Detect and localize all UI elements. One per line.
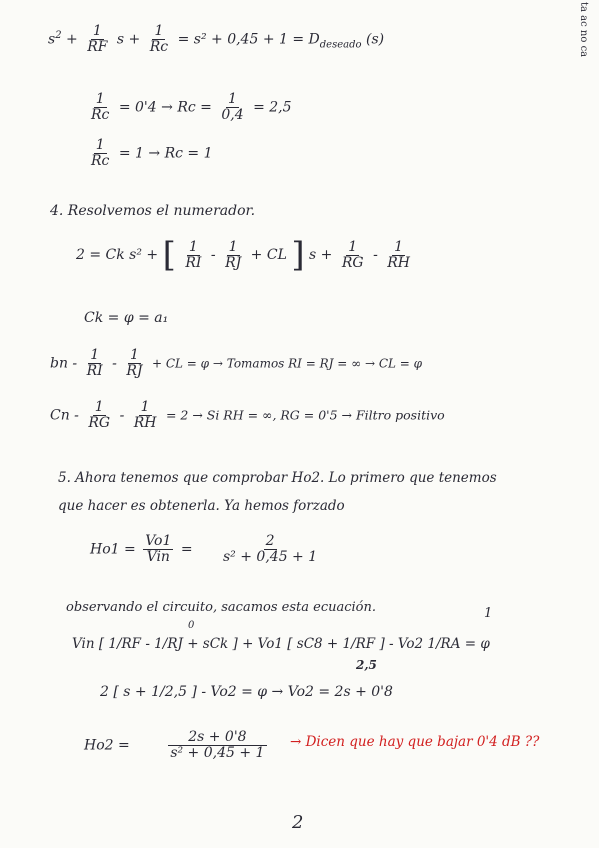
section-4-heading: 4. Resolvemos el numerador.: [50, 203, 256, 219]
equation-rc-one: $\frac{1}{Rc}$ = 1 → Rc = 1: [91, 137, 213, 169]
fraction: $\frac{1}{0,4}$: [221, 91, 244, 123]
fraction: $\frac{2s + 0'8}{\text{s² + 0,45 + 1}}$: [168, 730, 266, 761]
fraction: $\frac{1}{RG}$: [88, 399, 111, 431]
equation-bn: bn - $\frac{1}{RI}$ - $\frac{1}{RJ}$ + CL = φ → Tomamos RI = RJ = ∞ → CL = φ: [50, 347, 423, 379]
equation-ho2: Ho2 = $\frac{2s + 0'8}{\text{s² + 0,45 + 1}}$: [84, 730, 270, 761]
fraction: $\frac{1}{Rc}$: [91, 91, 110, 123]
fraction: $\frac{1}{RJ}$: [126, 347, 143, 379]
section-5-line-2: que hacer es obtenerla. Ya hemos forzado: [58, 498, 345, 514]
fraction: $\frac{1}{RF}$: [87, 23, 108, 55]
fraction: $\frac{1}{Rc}$: [149, 23, 169, 55]
page-number: 2: [292, 812, 304, 833]
margin-note-text: ta ac no ca: [578, 2, 589, 58]
equation-ck: Ck = φ = a₁: [84, 310, 169, 326]
question-note: → Dicen que hay que bajar 0'4 dB ??: [290, 734, 540, 750]
bracket-left: [: [162, 235, 176, 275]
fraction: $\frac{1}{RI}$: [86, 347, 103, 379]
circuit-note-rf: 2,5: [356, 658, 377, 672]
fraction: $\frac{1}{RG}$: [341, 238, 364, 271]
fraction: $\frac{Vo1}{\text{Vin}}$: [145, 533, 172, 565]
fraction: $\frac{1}{RH}$: [133, 399, 157, 431]
equation-cn: Cn - $\frac{1}{RG}$ - $\frac{1}{RH}$ = 2 → Si RH = ∞, RG = 0'5 → Filtro positivo: [50, 399, 445, 431]
fraction: $\frac{1}{RI}$: [185, 238, 202, 271]
circuit-note-one: 1: [484, 606, 493, 621]
equation-vo2: 2 [ s + 1/2,5 ] - Vo2 = φ → Vo2 = 2s + 0'8: [100, 684, 393, 700]
equation-ho1: Ho1 = $\frac{Vo1}{\text{Vin}}$ = $\frac{2}{\text{s² + 0,45 + 1}}$: [90, 533, 318, 565]
bracket-right: ]: [291, 235, 305, 275]
fraction: $\frac{1}{RJ}$: [225, 238, 242, 271]
equation-numerator: 2 = Ck s² + [ $\frac{1}{RI}$ - $\frac{1}{RJ}$ + CL ] s + $\frac{1}{RG}$ - $\frac{1}{RH}$: [76, 235, 410, 275]
circuit-note-zero: 0: [188, 620, 195, 631]
margin-note: [555, 2, 595, 82]
equation-rc-value: $\frac{1}{Rc}$ = 0'4 → Rc = $\frac{1}{0,4}$ = 2,5: [91, 91, 292, 123]
equation-denominator: $s^2$ + $\frac{1}{RF}$ s + $\frac{1}{Rc}$ = $s^2 + 0,45 + 1 = D_{deseado}$ (s): [48, 23, 385, 55]
fraction: $\frac{1}{RH}$: [387, 238, 410, 271]
equation-circuit: Vin [ 1/RF - 1/RJ + sCk ] + Vo1 [ sC8 + 1/RF ] - Vo2 1/RA = φ: [72, 636, 490, 652]
observation-text: observando el circuito, sacamos esta ecuación.: [66, 600, 376, 615]
fraction: $\frac{2}{\text{s² + 0,45 + 1}}$: [223, 533, 318, 565]
fraction: $\frac{1}{Rc}$: [91, 137, 110, 169]
section-5-line-1: 5. Ahora tenemos que comprobar Ho2. Lo primero que tenemos: [58, 470, 497, 486]
